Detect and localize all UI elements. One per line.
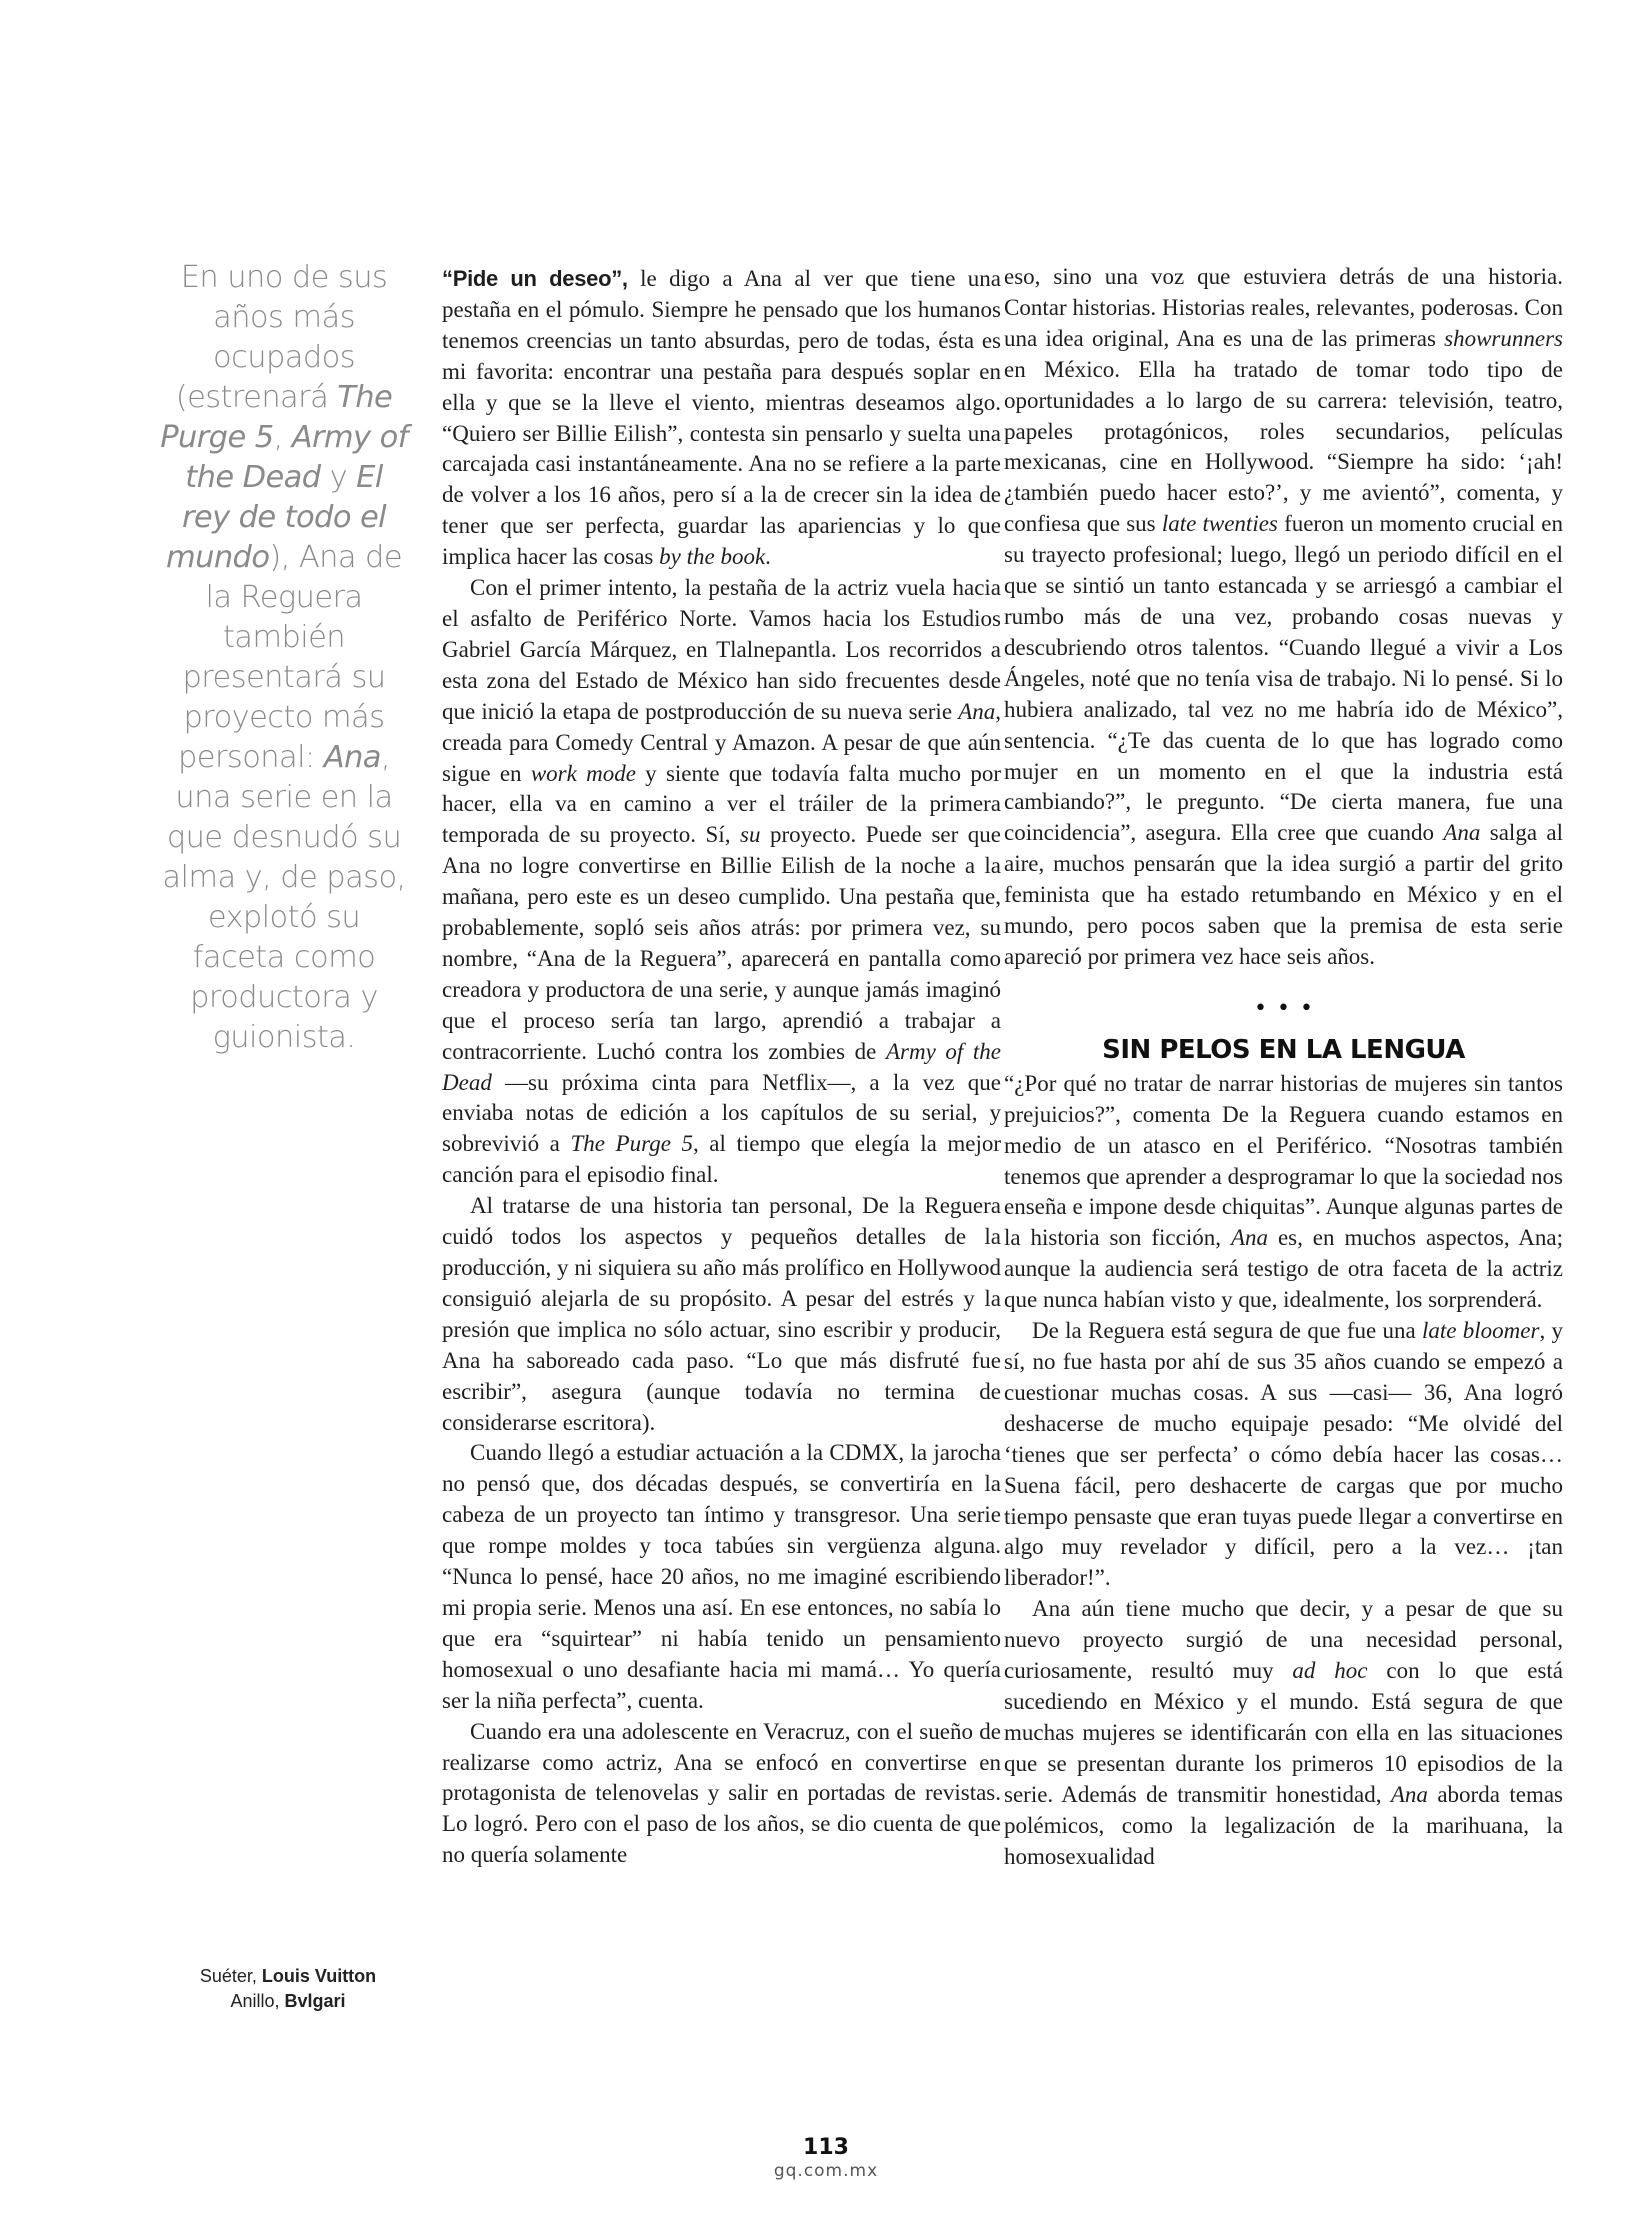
paragraph-italic: by the book <box>659 544 766 570</box>
paragraph-text: “¿Por qué no tratar de narrar historias de mujeres sin tantos prejuicios?”, comenta De la Reguera cuando estamos en medio de un atasco en el Periférico. “Nosotras también tenemos que aprender a desprogramar lo que la sociedad nos enseña e impone desde chiquitas”. Aunque algunas partes de la historia son ficción, <box>1004 1070 1563 1251</box>
paragraph-text: De la Reguera está segura de que fue una <box>1032 1318 1422 1344</box>
paragraph-italic: late twenties <box>1161 511 1278 537</box>
paragraph-italic: su <box>740 822 761 848</box>
paragraph-text: en México. Ella ha tratado de tomar todo tipo de oportunidades a lo largo de su carrera: televisión, teatro, papeles protagónicos, roles secundarios, películas mexicanas, cine en Hollywood. “Siempre ha sido: ‘¡ah! ¿también puedo hacer esto?’, y me avientó”, comenta, y confiesa que sus <box>1004 356 1563 537</box>
pull-quote-text: En uno de sus años más ocupados (estrenará <box>175 260 388 415</box>
paragraph-text: fueron un momento crucial en su trayecto profesional; luego, llegó un periodo difícil en el que se sintió un tanto estancada y se arriesgó a cambiar el rumbo más de una vez, probando cosas nuevas y descubriendo otros talentos. “Cuando llegué a vivir a Los Ángeles, noté que no tenía visa de trabajo. Ni lo pensé. Si lo hubiera analizado, tal vez no me habría ido de México”, sentencia. “¿Te das cuenta de lo que has logrado como mujer en un momento en el que la industria está cambiando?”, le pregunto. “De cierta manera, fue una coincidencia”, asegura. Ella cree que cuando <box>1004 511 1563 846</box>
paragraph-text: le digo a Ana al ver que tiene una pestaña en el pómulo. Siempre he pensado que los humanos tenemos creencias un tanto absurdas, pero de todas, ésta es mi favorita: encontrar una pestaña para después soplar en ella y que se la lleve el viento, mientras deseamos algo. “Quiero ser Billie Eilish”, contesta sin pensarlo y suelta una carcajada casi instantáneamente. Ana no se refiere a la parte de volver a los 16 años, pero sí a la de crecer sin la idea de tener que ser perfecta, guardar las apariencias y lo que implica hacer las cosas <box>442 266 1002 570</box>
paragraph-italic: Ana <box>1443 820 1481 846</box>
paragraph-text: es, en muchos aspectos, Ana; aunque la audiencia será testigo de otra faceta de la actriz que nunca habían visto y que, idealmente, los sorprenderá. <box>1004 1225 1563 1313</box>
pull-quote <box>158 258 410 1058</box>
paragraph-italic: ad hoc <box>1292 1658 1368 1684</box>
paragraph-text: proyecto. Puede ser que Ana no logre convertirse en Billie Eilish de la noche a la mañana, pero este es un deseo cumplido. Una pestaña que, probablemente, sopló seis años atrás: por primera vez, su nombre, “Ana de la Reguera”, aparecerá en pantalla como creadora y productora de una serie, y aunque jamás imaginó que el proceso sería tan largo, aprendió a trabajar a contracorriente. Luchó contra los zombies de <box>442 822 1002 1064</box>
article-paragraph <box>1004 262 1563 973</box>
article-paragraph <box>442 573 1001 1191</box>
paragraph-text: aborda temas polémicos, como la legalización de la marihuana, la homosexualidad <box>1004 1781 1563 1869</box>
article-column-2 <box>1004 262 1563 1872</box>
section-heading: SIN PELOS EN LA LENGUA <box>1102 1034 1465 1065</box>
paragraph-italic: Ana <box>1390 1781 1428 1807</box>
article-paragraph <box>442 264 1001 573</box>
paragraph-text: y siente que todavía falta mucho por hacer, ella va en camino a ver el tráiler de la primera temporada de su proyecto. Sí, <box>442 760 1001 848</box>
pull-quote-text: , una serie en la que desnudó su alma y, de paso, explotó su faceta como productora y guionista. <box>162 740 406 1055</box>
pull-quote-text: y <box>320 460 357 495</box>
paragraph-italic: The Purge 5 <box>570 1131 693 1157</box>
article-column-1 <box>442 264 1001 1871</box>
paragraph-italic: Ana <box>1230 1225 1268 1251</box>
paragraph-text: eso, sino una voz que estuviera detrás de una historia. Contar historias. Historias reales, relevantes, poderosas. Con una idea original, Ana es una de las primeras <box>1004 264 1563 351</box>
page-folio <box>0 2136 1652 2182</box>
paragraph-text: , al tiempo que elegía la mejor canción para el episodio final. <box>442 1131 1002 1188</box>
credit-label: Suéter, <box>199 1966 262 1986</box>
paragraph-italic: late bloomer <box>1422 1318 1540 1344</box>
photo-credits <box>178 1964 398 2014</box>
page-number: 113 <box>803 2135 849 2160</box>
credit-brand: Bvlgari <box>284 1991 346 2011</box>
pull-quote-title: El rey de todo el mundo <box>165 460 387 575</box>
section-divider-dots: ••• <box>1254 995 1323 1021</box>
pull-quote-text: , <box>273 420 292 455</box>
pull-quote-text: ), Ana de la Reguera también presentará su proyecto más personal: <box>178 540 402 775</box>
site-url: gq.com.mx <box>773 2161 879 2181</box>
paragraph-italic: Army of the Dead <box>442 1038 1001 1095</box>
pull-quote-title: Army of the Dead <box>185 420 408 495</box>
pull-quote-title: The Purge 5 <box>160 380 393 455</box>
article-paragraph <box>1004 1594 1563 1872</box>
paragraph-text: salga al aire, muchos pensarán que la idea surgió a partir del grito feminista que ha estado retumbando en México y en el mundo, pero pocos saben que la premisa de esta serie apareció por primera vez hace seis años. <box>1004 820 1564 969</box>
pull-quote-title: Ana <box>323 740 381 775</box>
article-paragraph: Cuando llegó a estudiar actuación a la CDMX, la jarocha no pensó que, dos décadas después, se convertiría en la cabeza de un proyecto tan íntimo y transgresor. Una serie que rompe moldes y toca tabúes sin vergüenza alguna. “Nunca lo pensé, hace 20 años, no me imaginé escribiendo mi propia serie. Menos una así. En ese entonces, no sabía lo que era “squirtear” ni había tenido un pensamiento homosexual o uno desafiante hacia mi mamá… Yo quería ser la niña perfecta”, cuenta. <box>442 1440 1001 1713</box>
paragraph-text: , y sí, no fue hasta por ahí de sus 35 años cuando se empezó a cuestionar muchas cosas. A sus —casi— 36, Ana logró deshacerse de mucho equipaje pesado: “Me olvidé del ‘tienes que ser perfecta’ o cómo debía hacer las cosas… Suena fácil, pero deshacerte de cargas que por mucho tiempo pensaste que eran tuyas puede llegar a convertirse en algo muy revelador y difícil, pero a la vez… ¡tan liberador!”. <box>1004 1318 1563 1591</box>
paragraph-italic: Ana <box>958 698 996 724</box>
paragraph-text: —su próxima cinta para Netflix—, a la vez que enviaba notas de edición a los capítulos de su serial, y sobrevivió a <box>442 1069 1001 1157</box>
article-paragraph <box>1004 1316 1563 1594</box>
paragraph-text: , creada para Comedy Central y Amazon. A pesar de que aún sigue en <box>442 698 1001 786</box>
paragraph-italic: showrunners <box>1444 325 1563 351</box>
article-paragraph <box>1004 1069 1563 1316</box>
credit-brand: Louis Vuitton <box>261 1966 377 1986</box>
paragraph-text: Ana aún tiene mucho que decir, y a pesar de que su nuevo proyecto surgió de una necesidad personal, curiosamente, resultó muy <box>1004 1596 1563 1684</box>
article-paragraph: Cuando era una adolescente en Veracruz, con el sueño de realizarse como actriz, Ana se enfocó en convertirse en protagonista de telenovelas y salir en portadas de revistas. Lo logró. Pero con el paso de los años, se dio cuenta de que no quería solamente <box>442 1718 1001 1868</box>
paragraph-text: Con el primer intento, la pestaña de la actriz vuela hacia el asfalto de Periférico Norte. Vamos hacia los Estudios Gabriel García Márquez, en Tlalnepantla. Los recorridos a esta zona del Estado de México han sido frecuentes desde que inició la etapa de postproducción de su nueva serie <box>442 575 1001 724</box>
paragraph-text: con lo que está sucediendo en México y el mundo. Está segura de que muchas mujeres se identificarán con ella en las situaciones que se presentan durante los primeros 10 episodios de la serie. Además de transmitir honestidad, <box>1004 1658 1563 1807</box>
article-paragraph: Al tratarse de una historia tan personal, De la Reguera cuidó todos los aspectos y pequeños detalles de la producción, y ni siquiera su año más prolífico en Hollywood consiguió alejarla de su propósito. A pesar del estrés y la presión que implica no sólo actuar, sino escribir y producir, Ana ha saboreado cada paso. “Lo que más disfruté fue escribir”, asegura (aunque todavía no termina de considerarse escritora). <box>442 1193 1001 1435</box>
paragraph-italic: work mode <box>530 760 636 786</box>
credit-line <box>178 1989 398 2014</box>
paragraph-text: . <box>765 544 771 570</box>
credit-line <box>178 1964 398 1989</box>
lead-in: “Pide un deseo”, <box>442 266 628 291</box>
credit-label: Anillo, <box>230 1991 285 2011</box>
